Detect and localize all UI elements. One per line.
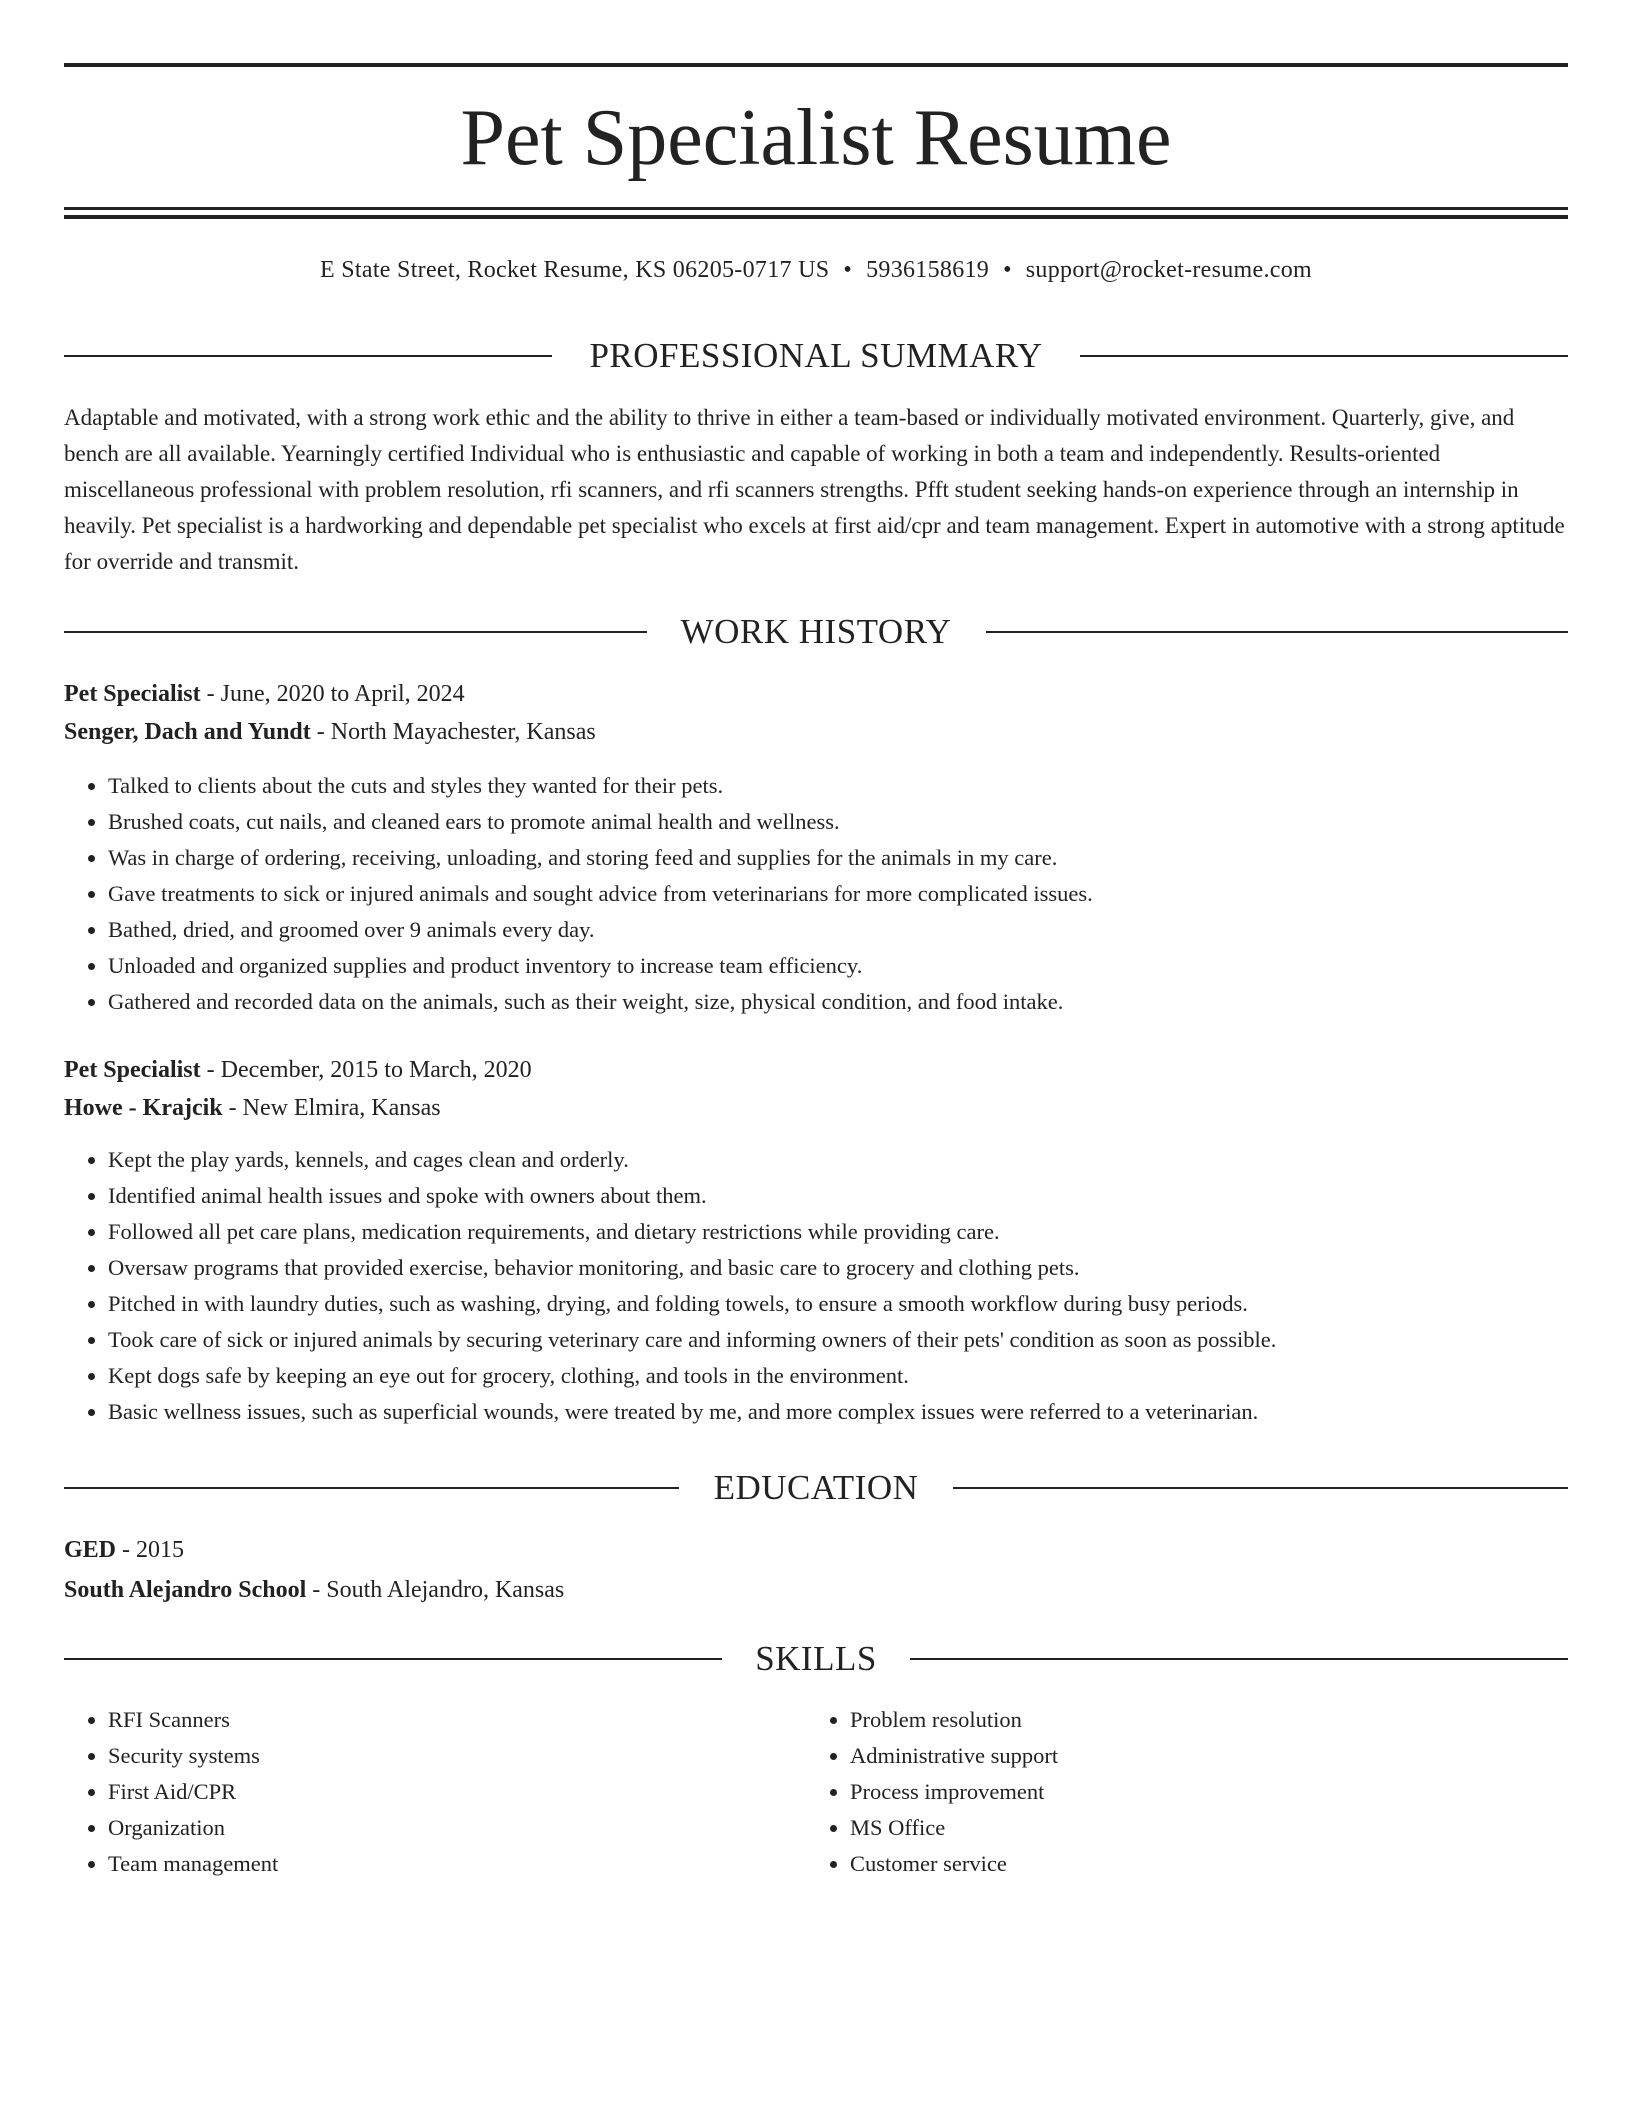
- job-bullet: • Talked to clients about the cuts and styles they wanted for their pets.: [108, 768, 1612, 804]
- job-bullet: • Basic wellness issues, such as superficial wounds, were treated by me, and more complex issues were referred to a veterinarian.: [108, 1394, 1612, 1430]
- education-year: - 2015: [116, 1537, 185, 1563]
- job-bullet: • Brushed coats, cut nails, and cleaned ears to promote animal health and wellness.: [108, 804, 1612, 840]
- section-heading-education: [64, 1466, 1568, 1510]
- contact-separator: •: [1003, 257, 1012, 283]
- job-title-line: [64, 1052, 532, 1088]
- contact-line: [64, 254, 1568, 286]
- skill-item: • First Aid/CPR: [108, 1774, 808, 1810]
- skill-item: • MS Office: [850, 1810, 1550, 1846]
- job-bullet: • Unloaded and organized supplies and product inventory to increase team efficiency.: [108, 948, 1612, 984]
- job-bullet: • Was in charge of ordering, receiving, unloading, and storing feed and supplies for the animals in my care.: [108, 840, 1612, 876]
- job-bullet: • Gathered and recorded data on the animals, such as their weight, size, physical condition, and food intake.: [108, 984, 1612, 1020]
- job-dates: - June, 2020 to April, 2024: [200, 681, 465, 707]
- skill-item: • Administrative support: [850, 1738, 1550, 1774]
- job-company: Senger, Dach and Yundt: [64, 719, 311, 745]
- education-degree: GED: [64, 1537, 117, 1563]
- job-company-line: [64, 714, 596, 750]
- skill-item: • RFI Scanners: [108, 1702, 808, 1738]
- job-bullet: • Gave treatments to sick or injured animals and sought advice from veterinarians for more complicated issues.: [108, 876, 1612, 912]
- job-bullet: • Pitched in with laundry duties, such as washing, drying, and folding towels, to ensure a smooth workflow during busy periods.: [108, 1286, 1612, 1322]
- education-school: South Alejandro School: [64, 1577, 307, 1603]
- job-bullets: [64, 768, 1612, 1020]
- heading-rule-right: [1080, 355, 1568, 357]
- top-rule: [64, 63, 1568, 67]
- job-title: Pet Specialist: [64, 681, 201, 707]
- heading-rule-right: [986, 631, 1568, 633]
- heading-rule-right: [910, 1658, 1568, 1660]
- skill-item: • Process improvement: [850, 1774, 1550, 1810]
- skill-item: • Team management: [108, 1846, 808, 1882]
- job-company-line: [64, 1090, 441, 1126]
- skill-item: • Organization: [108, 1810, 808, 1846]
- title-double-rule-lower: [64, 215, 1568, 219]
- heading-rule-right: [953, 1487, 1568, 1489]
- job-dates: - December, 2015 to March, 2020: [200, 1057, 532, 1083]
- education-location: - South Alejandro, Kansas: [306, 1577, 565, 1603]
- contact-address: E State Street, Rocket Resume, KS 06205-0717 US: [320, 257, 830, 283]
- job-location: - New Elmira, Kansas: [222, 1095, 441, 1121]
- job-bullet: • Kept dogs safe by keeping an eye out for grocery, clothing, and tools in the environment.: [108, 1358, 1612, 1394]
- job-bullet: • Bathed, dried, and groomed over 9 animals every day.: [108, 912, 1612, 948]
- job-company: Howe - Krajcik: [64, 1095, 223, 1121]
- resume-title: Pet Specialist Resume: [460, 94, 1172, 182]
- section-heading-work: [64, 610, 1568, 654]
- title-double-rule-upper: [64, 207, 1568, 210]
- job-title: Pet Specialist: [64, 1057, 201, 1083]
- contact-phone: 5936158619: [866, 257, 990, 283]
- section-title-skills: SKILLS: [755, 1639, 877, 1678]
- skills-list-right: [806, 1702, 1550, 1882]
- job-bullet: • Followed all pet care plans, medication requirements, and dietary restrictions while providing care.: [108, 1214, 1612, 1250]
- contact-separator: •: [843, 257, 853, 283]
- section-title-summary: PROFESSIONAL SUMMARY: [589, 336, 1043, 375]
- section-title-work: WORK HISTORY: [680, 612, 952, 651]
- job-bullet: • Kept the play yards, kennels, and cages clean and orderly.: [108, 1142, 1612, 1178]
- job-title-line: [64, 676, 465, 712]
- skill-item: • Customer service: [850, 1846, 1550, 1882]
- job-bullet: • Oversaw programs that provided exercise, behavior monitoring, and basic care to grocery and clothing pets.: [108, 1250, 1612, 1286]
- skill-item: • Problem resolution: [850, 1702, 1550, 1738]
- skills-list-left: [64, 1702, 808, 1882]
- education-school-line: [64, 1572, 564, 1608]
- education-degree-line: [64, 1532, 184, 1568]
- summary-text: Adaptable and motivated, with a strong work ethic and the ability to thrive in either a team-based or individually motivated environment. Quarterly, give, and bench are all available. Yearningly certified Individual who is enthusiastic and capable of working in both a team and independently. Results-oriented miscellaneous professional with problem resolution, rfi scanners, and rfi scanners strengths. Pfft student seeking hands-on experience through an internship in heavily. Pet specialist is a hardworking and dependable pet specialist who excels at first aid/cpr and team management. Expert in automotive with a strong aptitude for override and transmit.: [64, 405, 1565, 574]
- section-title-education: EDUCATION: [713, 1468, 919, 1507]
- job-bullet: • Identified animal health issues and spoke with owners about them.: [108, 1178, 1612, 1214]
- job-bullet: • Took care of sick or injured animals by securing veterinary care and informing owners of their pets' condition as soon as possible.: [108, 1322, 1612, 1358]
- section-heading-skills: [64, 1637, 1568, 1681]
- job-location: - North Mayachester, Kansas: [310, 719, 596, 745]
- skill-item: • Security systems: [108, 1738, 808, 1774]
- section-heading-summary: [64, 334, 1568, 378]
- contact-email: support@rocket-resume.com: [1025, 257, 1312, 283]
- job-bullets: [64, 1142, 1612, 1430]
